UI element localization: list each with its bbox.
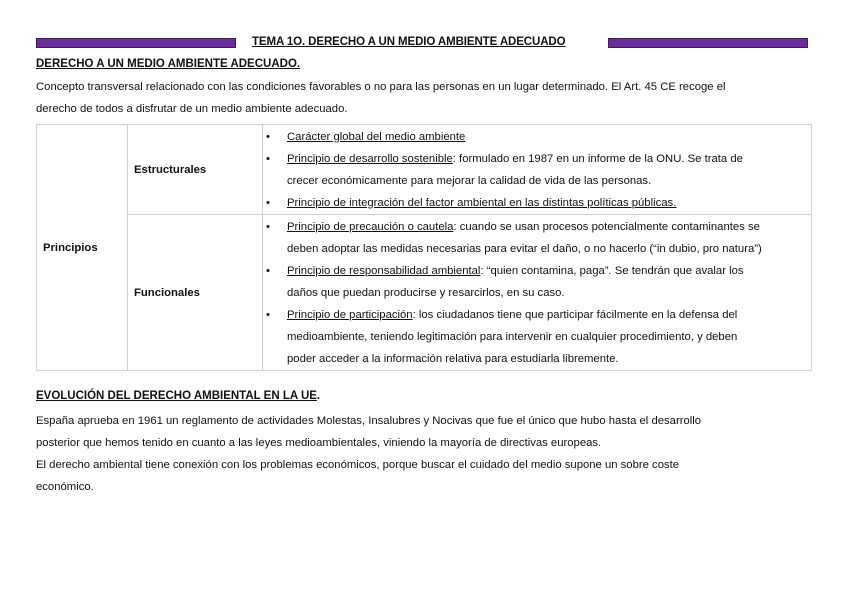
principle-integracion: Principio de integración del factor ambiental en las distintas políticas públicas. <box>287 196 677 209</box>
section-heading-derecho: DERECHO A UN MEDIO AMBIENTE ADECUADO. <box>36 58 301 70</box>
intro-line-1: Concepto transversal relacionado con las condiciones favorables o no para las personas en un lugar determinado. El Art. 45 CE recoge el <box>36 81 726 93</box>
principle-responsabilidad-text-1: : “quien contamina, paga”. Se tendrán que avalar los <box>480 264 744 277</box>
list-item <box>287 126 805 148</box>
principle-caracter-global: Carácter global del medio ambiente <box>287 130 466 143</box>
principles-table <box>36 124 812 371</box>
title-bar-right <box>608 38 808 48</box>
principle-desarrollo-sostenible: Principio de desarrollo sostenible <box>287 152 453 165</box>
evolucion-line-4: económico. <box>36 481 94 493</box>
evolucion-line-1: España aprueba en 1961 un reglamento de actividades Molestas, Insalubres y Nocivas que fue el único que hubo hasta el desarrollo <box>36 415 702 427</box>
intro-line-2: derecho de todos a disfrutar de un medio ambiente adecuado. <box>36 103 348 115</box>
list-item <box>287 216 805 260</box>
section-heading-evolucion <box>36 390 320 402</box>
principle-precaucion-text-1: : cuando se usan procesos potencialmente contaminantes se <box>453 220 760 233</box>
evolucion-heading-text: EVOLUCIÓN DEL DERECHO AMBIENTAL EN LA UE <box>36 390 317 402</box>
estructurales-label: Estructurales <box>128 125 263 215</box>
principle-desarrollo-text-1: : formulado en 1987 en un informe de la ONU. Se trata de <box>452 152 743 165</box>
funcionales-cell <box>263 215 812 371</box>
list-item <box>287 192 805 214</box>
principios-header: Principios <box>37 125 128 371</box>
evolucion-heading-period: . <box>316 390 321 402</box>
title-row <box>36 36 808 50</box>
principle-responsabilidad-text-2: daños que puedan producirse y resarcirlos, en su caso. <box>287 286 565 299</box>
principle-participacion-text-2: medioambiente, teniendo legitimación para intervenir en cualquier procedimiento, y deben <box>287 330 738 343</box>
principle-precaucion: Principio de precaución o cautela <box>287 220 454 233</box>
page-title: TEMA 1O. DERECHO A UN MEDIO AMBIENTE ADECUADO <box>252 36 566 48</box>
list-item <box>287 304 805 370</box>
principle-precaucion-text-2: deben adoptar las medidas necesarias para evitar el daño, o no hacerlo (“in dubio, pro natura”) <box>287 242 762 255</box>
principle-participacion-text-3: poder acceder a la información relativa para estudiarla libremente. <box>287 352 619 365</box>
principle-desarrollo-text-2: crecer económicamente para mejorar la calidad de vida de las personas. <box>287 174 652 187</box>
funcionales-label: Funcionales <box>128 215 263 371</box>
principle-participacion: Principio de participación <box>287 308 413 321</box>
title-bar-left <box>36 38 236 48</box>
estructurales-cell <box>263 125 812 215</box>
principle-participacion-text-1: : los ciudadanos tiene que participar fácilmente en la defensa del <box>412 308 738 321</box>
list-item <box>287 148 805 192</box>
evolucion-line-2: posterior que hemos tenido en cuanto a las leyes medioambientales, viniendo la mayoría de directivas europeas. <box>36 437 602 449</box>
evolucion-line-3: El derecho ambiental tiene conexión con los problemas económicos, porque buscar el cuidado del medio supone un sobre coste <box>36 459 680 471</box>
principle-responsabilidad: Principio de responsabilidad ambiental <box>287 264 481 277</box>
list-item <box>287 260 805 304</box>
